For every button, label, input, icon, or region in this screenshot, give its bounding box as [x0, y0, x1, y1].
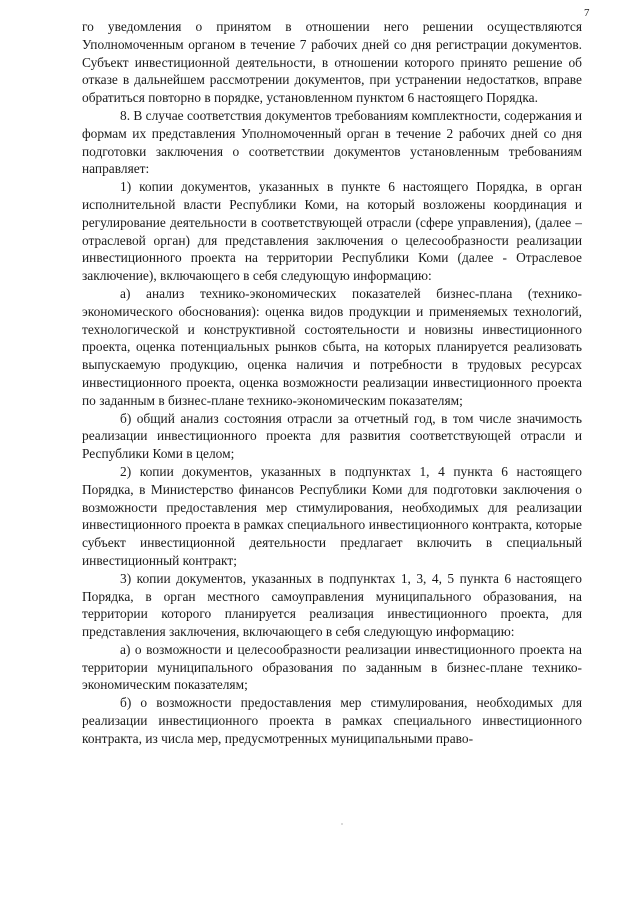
- paragraph-subitem-2: 2) копии документов, указанных в подпунктах 1, 4 пункта 6 настоящего Порядка, в Министерство финансов Республики Коми для подготовки заключения о возможности предоставления мер стимулирования, необходимых для реализации инвестиционного проекта в рамках специального инвестиционного контракта, которые субъект инвестиционной деятельности предлагает включить в специальный инвестиционный контракт;: [82, 463, 582, 568]
- paragraph-subitem-3a: а) о возможности и целесообразности реализации инвестиционного проекта на территории муниципального образования по заданным в бизнес-плане технико-экономическим показателям;: [82, 641, 582, 693]
- paragraph-subitem-1b: б) общий анализ состояния отрасли за отчетный год, в том числе значимость реализации инвестиционного проекта для развития соответствующей отрасли и Республики Коми в целом;: [82, 410, 582, 462]
- paragraph-subitem-1a: а) анализ технико-экономических показателей бизнес-плана (технико-экономического обоснования): оценка видов продукции и применяемых технологий, технологической и конструктивной состоятельности и новизны инвестиционного проекта, оценка потенциальных рынков сбыта, на которых планируется реализовать выпускаемую продукцию, оценка наличия и потребности в трудовых ресурсах инвестиционного проекта, оценка возможности реализации инвестиционного проекта по заданным в бизнес-плане технико-экономическим показателям;: [82, 285, 582, 408]
- paragraph-subitem-1: 1) копии документов, указанных в пункте 6 настоящего Порядка, в орган исполнительной власти Республики Коми, на который возложены координация и регулирование деятельности в соответствующей отрасли (сфере управления), (далее – отраслевой орган) для представления заключения о целесообразности реализации инвестиционного проекта на территории Республики Коми (далее - Отраслевое заключение), включающего в себя следующую информацию:: [82, 179, 582, 284]
- paragraph-continuation: го уведомления о принятом в отношении него решении осуществляются Уполномоченным органом в течение 7 рабочих дней со дня регистрации документов. Субъект инвестиционной деятельности, в отношении которого принято решение об отказе в дальнейшем рассмотрении документов, при устранении недостатков, вправе обратиться повторно в порядке, установленном пунктом 6 настоящего Порядка.: [82, 19, 582, 106]
- paragraph-subitem-3: 3) копии документов, указанных в подпунктах 1, 3, 4, 5 пункта 6 настоящего Порядка, в орган местного самоуправления муниципального образования, на территории которого планируется реализация инвестиционного проекта, для представления заключения, включающего в себя следующую информацию:: [82, 570, 582, 640]
- paragraph-subitem-3b: б) о возможности предоставления мер стимулирования, необходимых для реализации инвестиционного проекта в рамках специального инвестиционного контракта, из числа мер, предусмотренных муниципальными право-: [82, 695, 582, 746]
- document-body: [82, 18, 582, 748]
- page-number: 7: [584, 7, 590, 19]
- paragraph-item-8: 8. В случае соответствия документов требованиям комплектности, содержания и формам их представления Уполномоченный орган в течение 2 рабочих дней со дня подготовки заключения о соответствии документов установленным требованиям направляет:: [82, 107, 582, 177]
- scan-speck: [341, 823, 343, 825]
